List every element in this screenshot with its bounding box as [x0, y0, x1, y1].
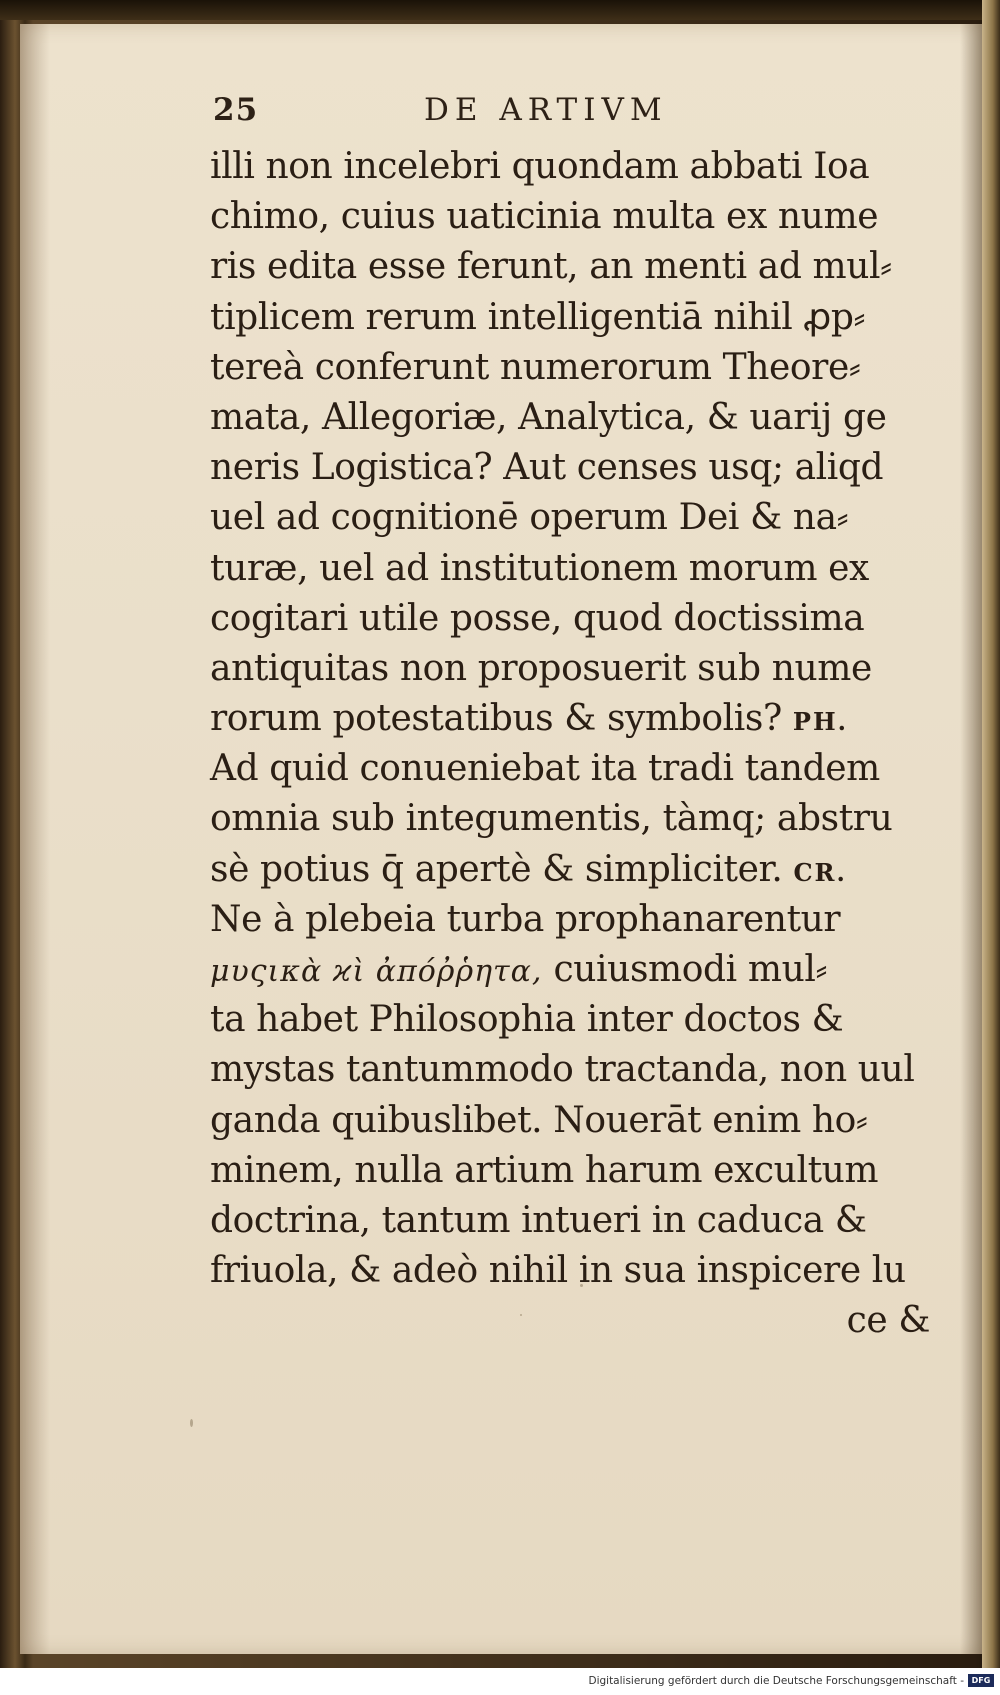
greek-phrase: μυςικὰ ϰὶ ἀπόῤῥητα, — [210, 954, 543, 989]
running-head: DE ARTIVM — [424, 92, 668, 128]
text-line: uel ad cognitionē operum Dei & na⸗ — [210, 497, 849, 539]
page-number: 25 — [213, 92, 259, 128]
paper-speck — [190, 1419, 193, 1427]
text-line: cogitari utile posse, quod doctissima — [210, 597, 865, 639]
dfg-logo: DFG — [968, 1674, 994, 1687]
text-segment: sè potius q̄ apertè & simpliciter. — [210, 848, 783, 890]
text-line: ris edita esse ferunt, an menti ad mul⸗ — [210, 246, 892, 288]
text-line: chimo, cuius uaticinia multa ex nume — [210, 196, 879, 238]
text-line: doctrina, tantum intueri in caduca & — [210, 1199, 867, 1241]
catchword: ce & — [846, 1300, 930, 1342]
text-line: Ne à plebeia turba prophanarentur — [210, 898, 841, 940]
text-line: ganda quibuslibet. Nouerāt enim ho⸗ — [210, 1099, 868, 1141]
footer-bar — [0, 1668, 1000, 1695]
text-line: antiquitas non proposuerit sub nume — [210, 647, 872, 689]
speaker-cr: CR. — [793, 857, 847, 887]
text-line: minem, nulla artium harum excultum — [210, 1149, 879, 1191]
text-line-with-speaker — [210, 845, 930, 895]
text-line: illi non incelebri quondam abbati Ioa — [210, 146, 870, 187]
text-segment: rorum potestatibus & symbolis? — [210, 698, 782, 740]
text-line: mystas tantummodo tractanda, non uul — [210, 1049, 915, 1091]
text-line: Ad quid conueniebat ita tradi tandem — [210, 748, 880, 790]
body-text — [210, 142, 930, 1347]
funding-credit: Digitalisierung gefördert durch die Deutsche Forschungsgemeinschaft - — [588, 1675, 964, 1687]
text-segment: cuiusmodi mul⸗ — [553, 949, 828, 990]
top-dark-edge — [0, 0, 1000, 20]
speaker-ph: PH. — [792, 707, 848, 737]
text-line: mata, Allegoriæ, Analytica, & uarij ge — [210, 396, 887, 438]
text-line-with-greek — [210, 945, 930, 995]
text-line: tereà conferunt numerorum Theore⸗ — [210, 346, 861, 388]
text-line: ta habet Philosophia inter doctos & — [210, 999, 844, 1041]
page-fore-edge — [982, 0, 1000, 1668]
text-line: friuola, & adeò nihil in sua inspicere lu — [210, 1250, 906, 1292]
text-line: turæ, uel ad institutionem morum ex — [210, 547, 869, 589]
page-header — [213, 92, 713, 136]
text-line: neris Logistica? Aut censes usq; aliqd — [210, 447, 884, 489]
text-line: omnia sub integumentis, tàmq; abstru — [210, 798, 893, 840]
text-line: tiplicem rerum intelligentiā nihil ꝓp⸗ — [210, 296, 866, 338]
text-line-with-speaker — [210, 694, 930, 744]
